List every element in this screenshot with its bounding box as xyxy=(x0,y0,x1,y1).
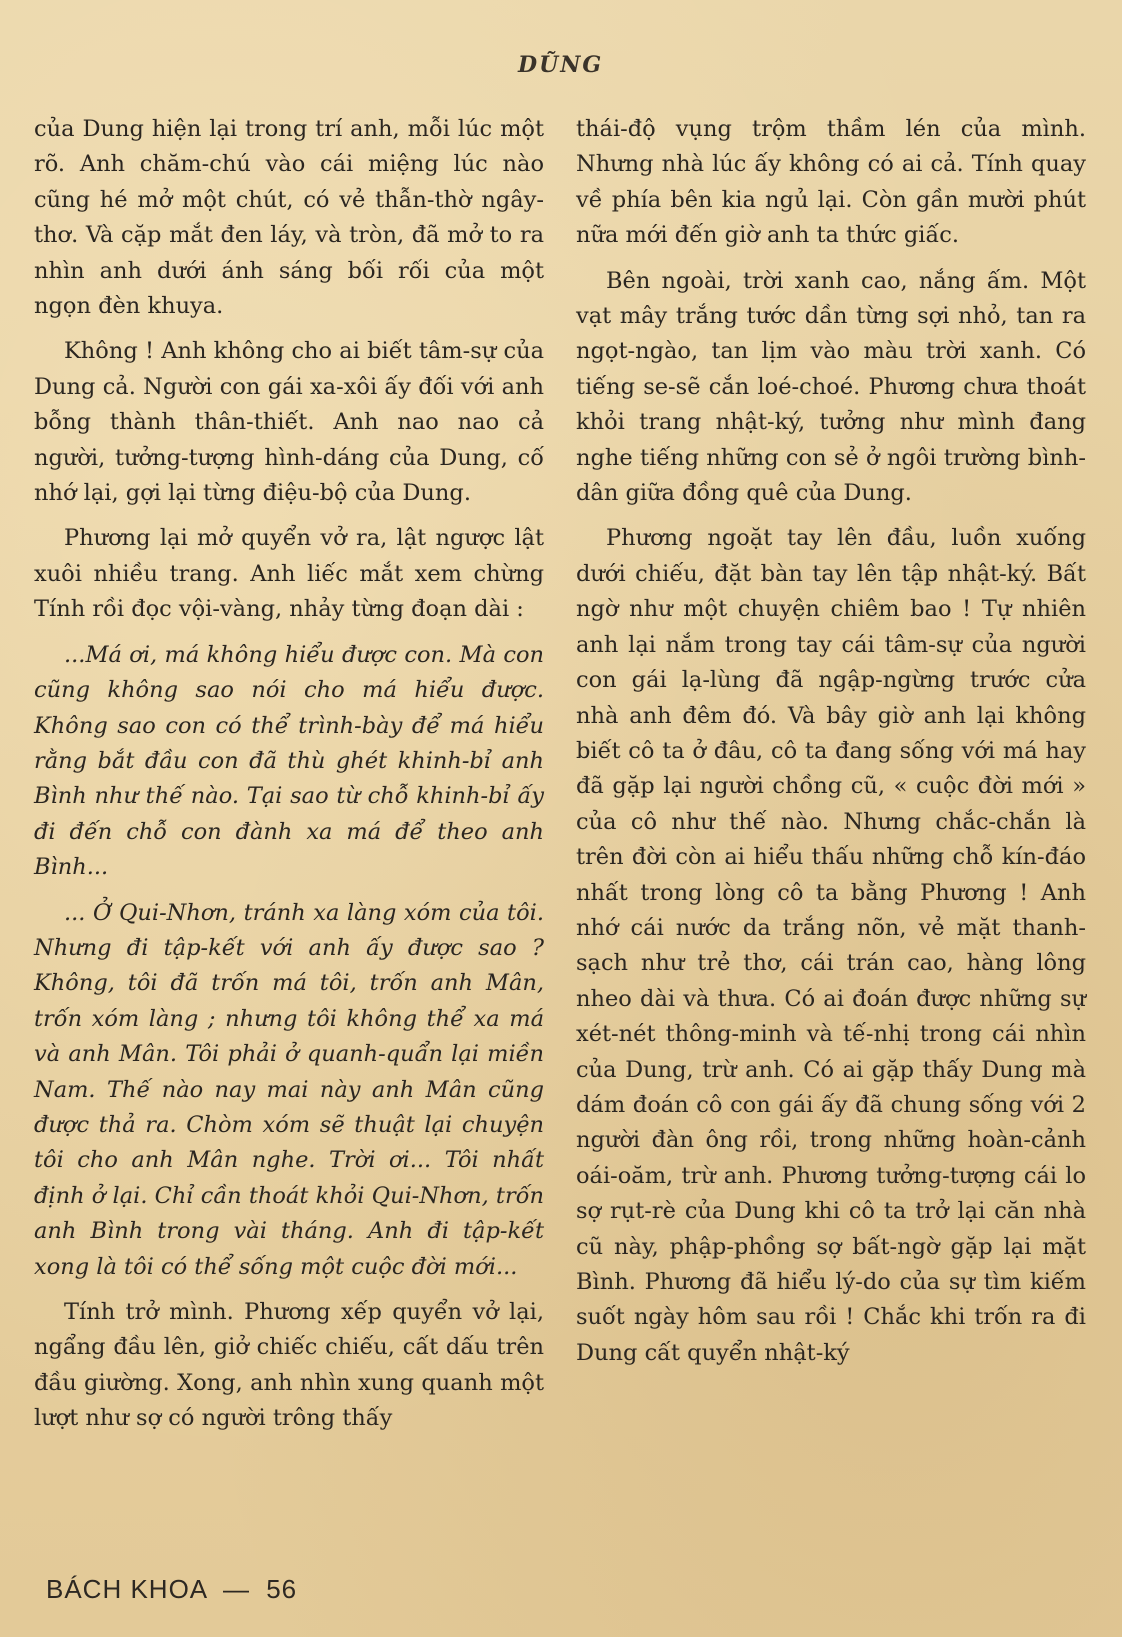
left-column xyxy=(34,112,544,1437)
magazine-title: BÁCH KHOA xyxy=(46,1574,207,1604)
paragraph: thái-độ vụng trộm thầm lén của mình. Nhưng nhà lúc ấy không có ai cả. Tính quay về phía bên kia ngủ lại. Còn gần mười phút nữa mới đến giờ anh ta thức giấc. xyxy=(576,116,1086,249)
paragraph: Tính trở mình. Phương xếp quyển vở lại, ngẩng đầu lên, giở chiếc chiếu, cất dấu trên đầu giường. Xong, anh nhìn xung quanh một lượt như sợ có người trông thấy xyxy=(34,1299,544,1432)
diary-excerpt: ... Ở Qui-Nhơn, tránh xa làng xóm của tôi. Nhưng đi tập-kết với anh ấy được sao ? Không, tôi đã trốn má tôi, trốn anh Mân, trốn xóm làng ; nhưng tôi không thể xa má và anh Mân. Tôi phải ở quanh-quẩn lại miền Nam. Thế nào nay mai này anh Mân cũng được thả ra. Chòm xóm sẽ thuật lại chuyện tôi cho anh Mân nghe. Trời ơi... Tôi nhất định ở lại. Chỉ cần thoát khỏi Qui-Nhơn, trốn anh Bình trong vài tháng. Anh đi tập-kết xong là tôi có thể sống một cuộc đời mới... xyxy=(34,899,544,1280)
right-column xyxy=(576,112,1086,1371)
paragraph: Phương ngoặt tay lên đầu, luồn xuống dưới chiếu, đặt bàn tay lên tập nhật-ký. Bất ngờ như một chuyện chiêm bao ! Tự nhiên anh lại nắm trong tay cái tâm-sự của người con gái lạ-lùng đã ngập-ngừng trước cửa nhà anh đêm đó. Và bây giờ anh lại không biết cô ta ở đâu, cô ta đang sống với má hay đã gặp lại người chồng cũ, « cuộc đời mới » của cô như thế nào. Nhưng chắc-chắn là trên đời còn ai hiểu thấu những chỗ kín-đáo nhất trong lòng cô ta bằng Phương ! Anh nhớ cái nước da trắng nõn, vẻ mặt thanh-sạch như trẻ thơ, cái trán cao, hàng lông nheo dài và thưa. Có ai đoán được những sự xét-nét thông-minh và tế-nhị trong cái nhìn của Dung, trừ anh. Có ai gặp thấy Dung mà dám đoán cô con gái ấy đã chung sống với 2 người đàn ông rồi, trong những hoàn-cảnh oái-oăm, trừ anh. Phương tưởng-tượng cái lo sợ rụt-rè của Dung khi cô ta trở lại căn nhà cũ này, phập-phồng sợ bất-ngờ gặp lại mặt Bình. Phương đã hiểu lý-do của sự tìm kiếm suốt ngày hôm sau rồi ! Chắc khi trốn ra đi Dung cất quyển nhật-ký xyxy=(576,525,1086,1366)
diary-excerpt: ...Má ơi, má không hiểu được con. Mà con cũng không sao nói cho má hiểu được. Không sao con có thể trình-bày để má hiểu rằng bắt đầu con đã thù ghét khinh-bỉ anh Bình như thế nào. Tại sao từ chỗ khinh-bỉ ấy đi đến chỗ con đành xa má để theo anh Bình... xyxy=(34,641,544,881)
footer-separator: — xyxy=(222,1574,250,1604)
paragraph: của Dung hiện lại trong trí anh, mỗi lúc một rõ. Anh chăm-chú vào cái miệng lúc nào cũng hé mở một chút, có vẻ thẫn-thờ ngây-thơ. Và cặp mắt đen láy, và tròn, đã mở to ra nhìn anh dưới ánh sáng bối rối của một ngọn đèn khuya. xyxy=(34,116,544,320)
page-number: 56 xyxy=(266,1574,298,1604)
running-head: DŨNG xyxy=(518,52,604,78)
paragraph: Phương lại mở quyển vở ra, lật ngược lật xuôi nhiều trang. Anh liếc mắt xem chừng Tính rồi đọc vội-vàng, nhảy từng đoạn dài : xyxy=(34,525,544,623)
page-footer xyxy=(46,1574,297,1605)
paragraph: Bên ngoài, trời xanh cao, nắng ấm. Một vạt mây trắng tước dần từng sợi nhỏ, tan ra ngọt-ngào, tan lịm vào màu trời xanh. Có tiếng se-sẽ cắn loé-choé. Phương chưa thoát khỏi trang nhật-ký, tưởng như mình đang nghe tiếng những con sẻ ở ngôi trường bình-dân giữa đồng quê của Dung. xyxy=(576,267,1086,507)
paragraph: Không ! Anh không cho ai biết tâm-sự của Dung cả. Người con gái xa-xôi ấy đối với anh bỗng thành thân-thiết. Anh nao nao cả người, tưởng-tượng hình-dáng của Dung, cố nhớ lại, gợi lại từng điệu-bộ của Dung. xyxy=(34,338,544,507)
